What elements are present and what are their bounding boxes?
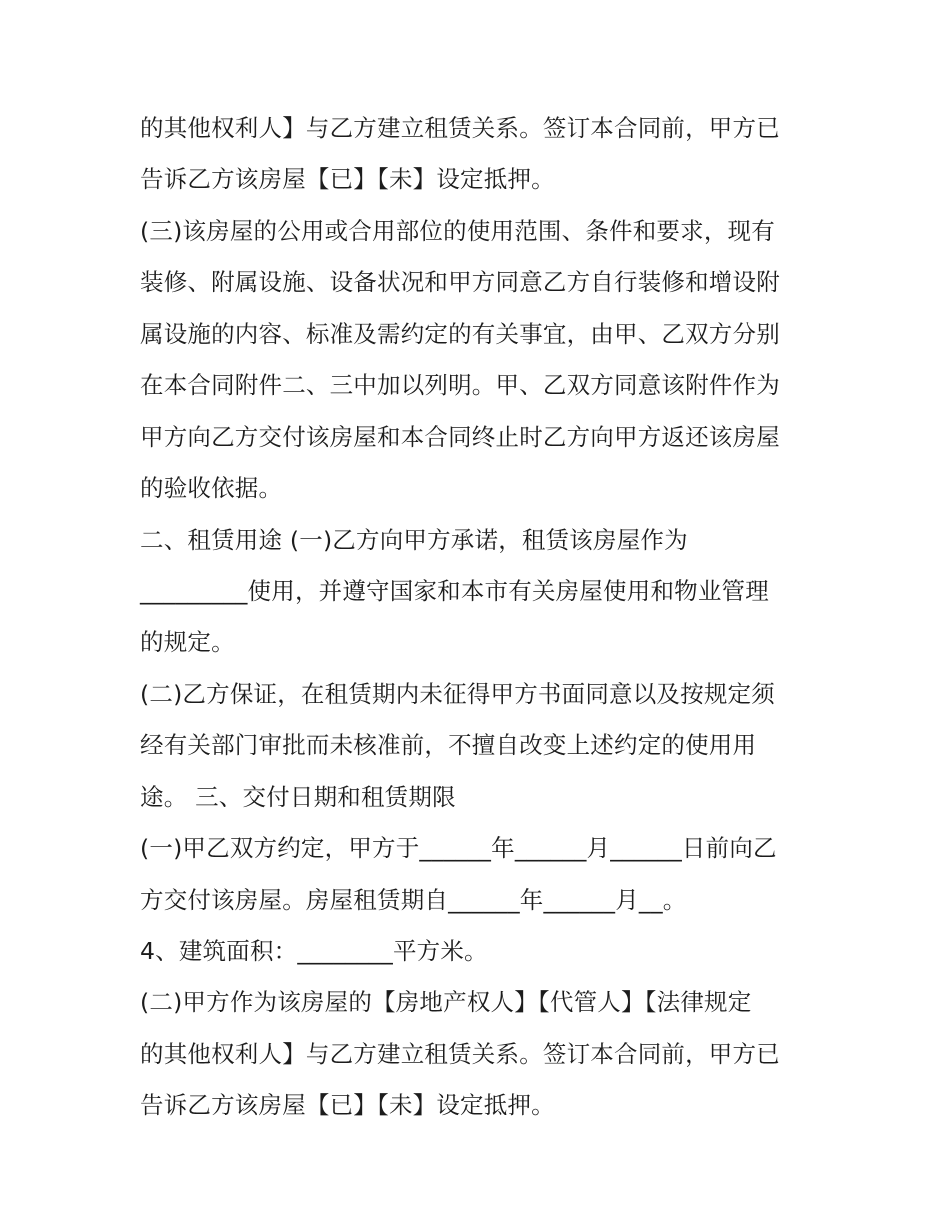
- text-line: 途。 三、交付日期和租赁期限: [140, 782, 456, 811]
- text-line: 甲方向乙方交付该房屋和本合同终止时乙方向甲方返还该房屋: [140, 422, 780, 451]
- text-line: 告诉乙方该房屋【已】【未】设定抵押。: [140, 165, 555, 194]
- text-line: 二、租赁用途 (一)乙方向甲方承诺，租赁该房屋作为: [140, 525, 688, 554]
- text-line: 属设施的内容、标准及需约定的有关事宜，由甲、乙双方分别: [140, 319, 780, 348]
- text-line: 告诉乙方该房屋【已】【未】设定抵押。: [140, 1091, 555, 1120]
- text-line: 4、建筑面积：________平方米。: [140, 937, 488, 965]
- text-line: (二)甲方作为该房屋的【房地产权人】【代管人】【法律规定: [140, 988, 752, 1017]
- text-line: 的其他权利人】与乙方建立租赁关系。签订本合同前，甲方已: [140, 1039, 780, 1068]
- text-line: (二)乙方保证，在租赁期内未征得甲方书面同意以及按规定须: [140, 679, 775, 708]
- text-line: 在本合同附件二、三中加以列明。甲、乙双方同意该附件作为: [140, 371, 780, 400]
- contract-text: [140, 103, 840, 1132]
- text-line: 经有关部门审批而未核准前，不擅自改变上述约定的使用用: [140, 731, 757, 760]
- text-line: 方交付该房屋。房屋租赁期自______年______月__。: [140, 885, 687, 914]
- text-line: 的验收依据。: [140, 474, 283, 503]
- text-line: 的规定。: [140, 628, 235, 657]
- text-line: (一)甲乙双方约定，甲方于______年______月______日前向乙: [140, 834, 777, 863]
- text-line: (三)该房屋的公用或合用部位的使用范围、条件和要求，现有: [140, 216, 775, 245]
- text-line: _________使用，并遵守国家和本市有关房屋使用和物业管理: [140, 576, 769, 605]
- text-line: 的其他权利人】与乙方建立租赁关系。签订本合同前，甲方已: [140, 114, 780, 142]
- text-line: 装修、附属设施、设备状况和甲方同意乙方自行装修和增设附: [140, 268, 780, 297]
